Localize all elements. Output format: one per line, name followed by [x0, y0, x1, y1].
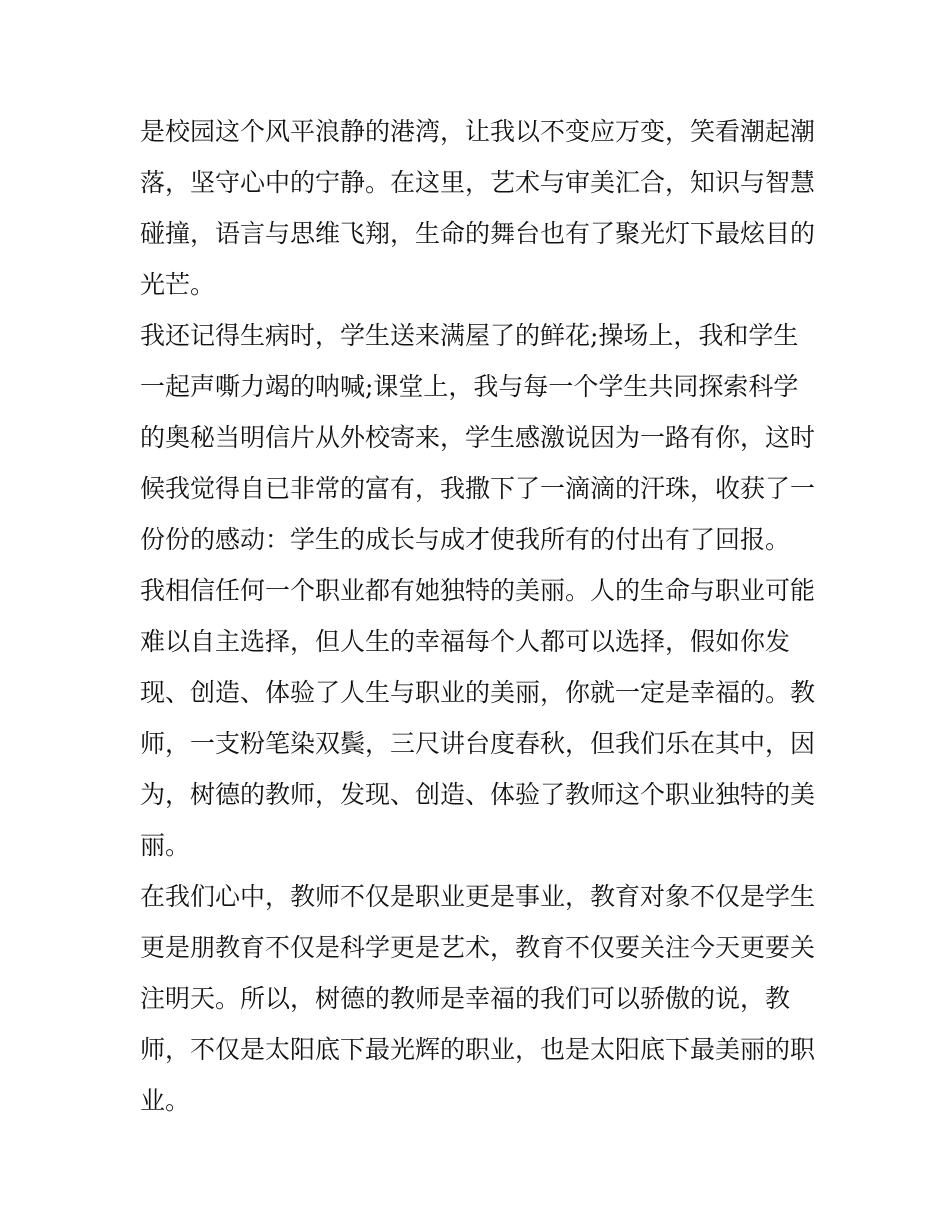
text-line: 候我觉得自已非常的富有，我撒下了一滴滴的汗珠，收获了一 — [140, 474, 816, 503]
text-line: 我相信任何一个职业都有她独特的美丽。人的生命与职业可能 — [140, 576, 816, 605]
text-line: 落，坚守心中的宁静。在这里，艺术与审美汇合，知识与智慧 — [140, 168, 816, 197]
text-line: 丽。 — [140, 831, 191, 860]
text-line: 更是朋教育不仅是科学更是艺术，教育不仅要关注今天更要关 — [140, 933, 816, 962]
text-line: 的奥秘当明信片从外校寄来，学生感激说因为一路有你，这时 — [140, 423, 816, 452]
text-line: 在我们心中，教师不仅是职业更是事业，教育对象不仅是学生 — [140, 882, 816, 911]
text-line: 师，不仅是太阳底下最光辉的职业，也是太阳底下最美丽的职 — [140, 1035, 816, 1064]
text-line: 难以自主选择，但人生的幸福每个人都可以选择，假如你发 — [140, 627, 791, 656]
text-line: 一起声嘶力竭的呐喊;课堂上，我与每一个学生共同探索科学 — [140, 372, 799, 401]
text-line: 光芒。 — [140, 270, 216, 299]
text-line: 业。 — [140, 1086, 191, 1115]
text-line: 现、创造、体验了人生与职业的美丽，你就一定是幸福的。教 — [140, 678, 816, 707]
text-line: 是校园这个风平浪静的港湾，让我以不变应万变，笑看潮起潮 — [140, 117, 816, 146]
text-line: 份份的感动：学生的成长与成才使我所有的付出有了回报。 — [140, 525, 791, 554]
text-line: 为，树德的教师，发现、创造、体验了教师这个职业独特的美 — [140, 780, 816, 809]
document-body — [140, 106, 820, 1126]
text-line: 碰撞，语言与思维飞翔，生命的舞台也有了聚光灯下最炫目的 — [140, 219, 816, 248]
text-line: 我还记得生病时，学生送来满屋了的鲜花;操场上，我和学生 — [140, 321, 799, 350]
text-line: 注明天。所以，树德的教师是幸福的我们可以骄傲的说，教 — [140, 984, 791, 1013]
text-line: 师，一支粉笔染双鬓，三尺讲台度春秋，但我们乐在其中，因 — [140, 729, 816, 758]
